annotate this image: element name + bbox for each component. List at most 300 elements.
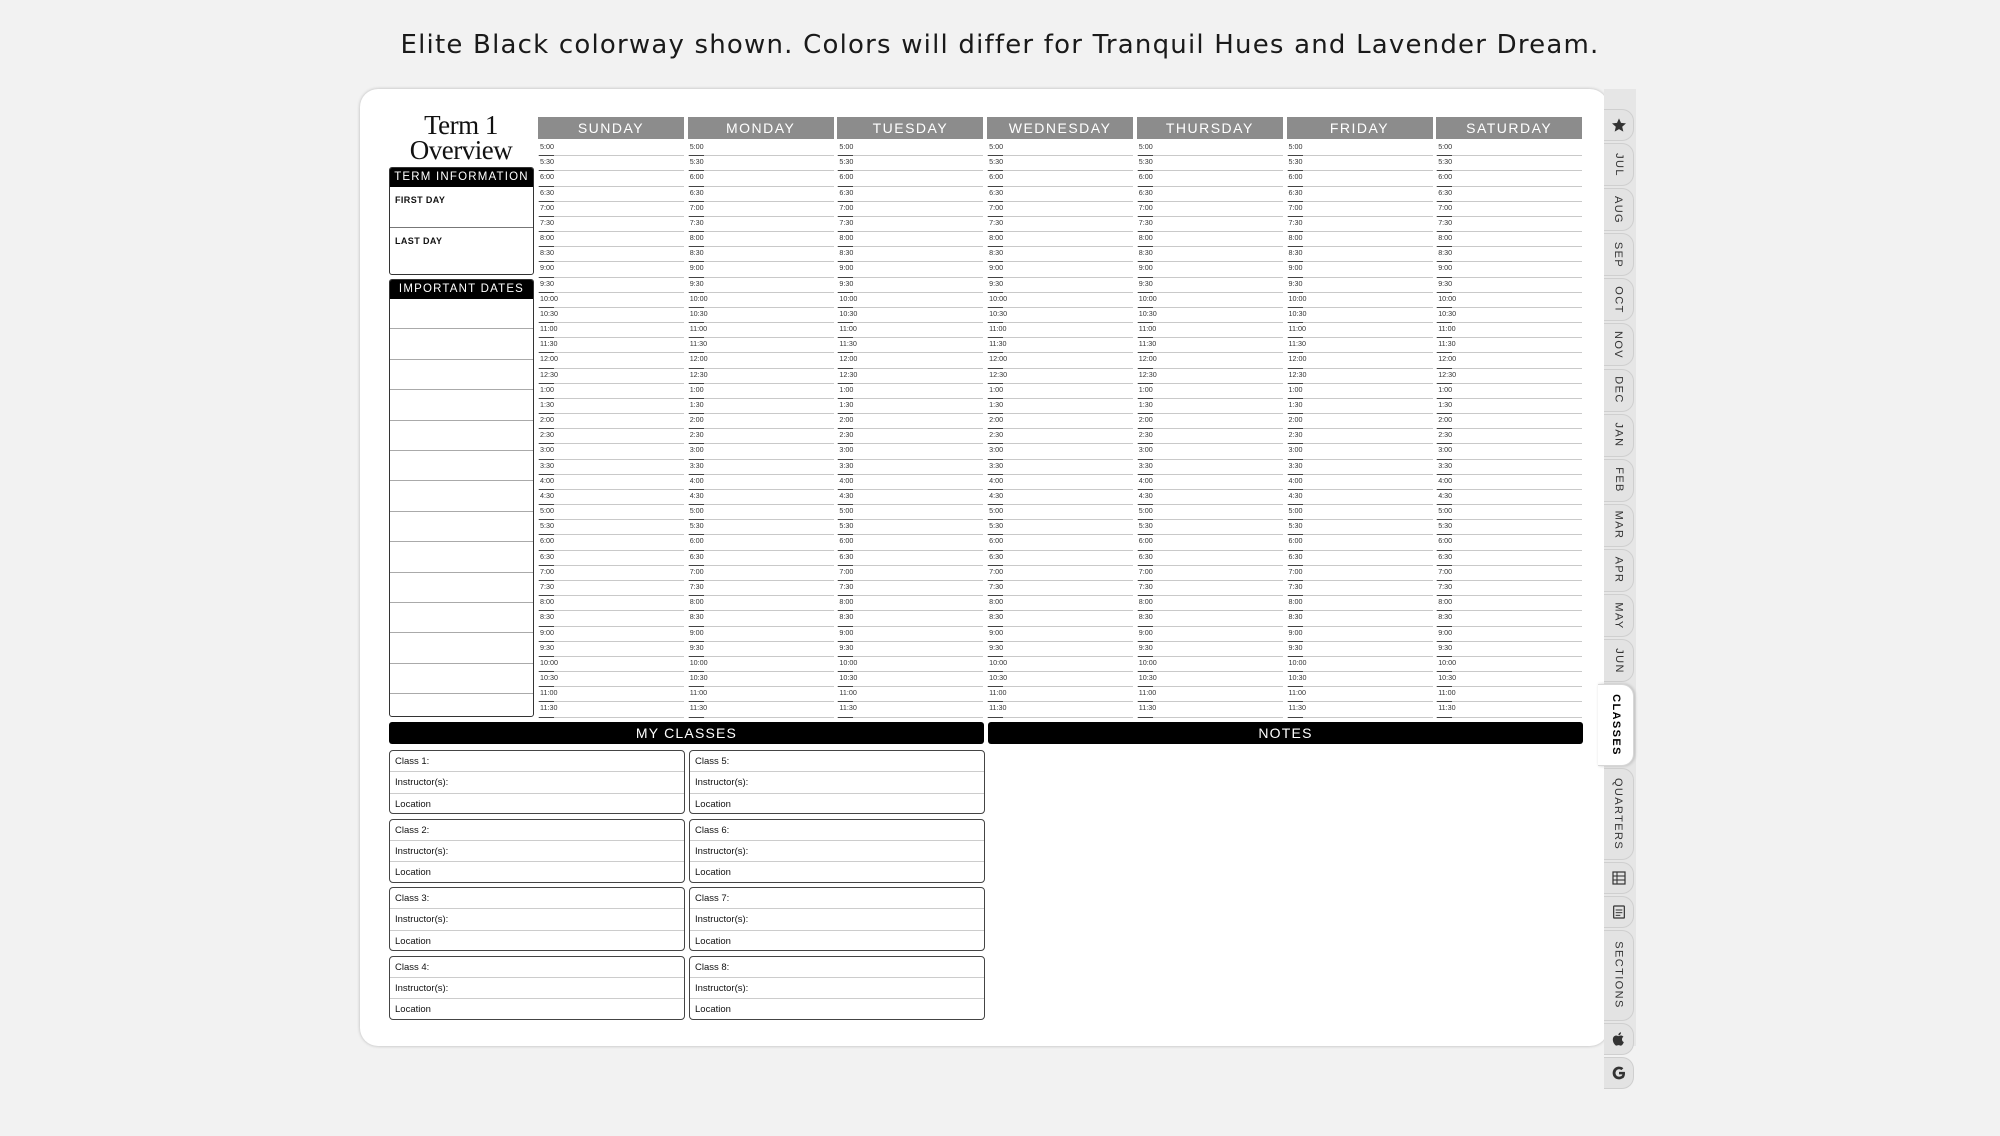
time-slot[interactable]: 11:30: [987, 338, 1133, 353]
time-slot[interactable]: 8:30: [1137, 247, 1283, 262]
time-slot[interactable]: 6:30: [538, 187, 684, 202]
time-slot[interactable]: 7:30: [987, 581, 1133, 596]
time-slot[interactable]: 10:00: [1137, 657, 1283, 672]
time-slot[interactable]: 3:30: [1137, 460, 1283, 475]
time-slot[interactable]: 1:30: [1436, 399, 1582, 414]
time-slot[interactable]: 12:00: [1287, 353, 1433, 368]
time-slot[interactable]: 9:00: [987, 262, 1133, 277]
time-slot[interactable]: 10:00: [1436, 293, 1582, 308]
time-slot[interactable]: 9:00: [538, 262, 684, 277]
time-slot[interactable]: 9:30: [837, 278, 983, 293]
time-slot[interactable]: 9:00: [1287, 627, 1433, 642]
time-slot[interactable]: 6:00: [688, 171, 834, 186]
time-slot[interactable]: 10:00: [688, 293, 834, 308]
time-slot[interactable]: 9:30: [1436, 278, 1582, 293]
tab-sections[interactable]: [1604, 930, 1634, 1022]
tab-star[interactable]: [1604, 109, 1634, 141]
time-slot[interactable]: 9:00: [688, 262, 834, 277]
time-slot[interactable]: 10:30: [837, 308, 983, 323]
time-slot[interactable]: 6:30: [1287, 551, 1433, 566]
time-slot[interactable]: 7:00: [1137, 566, 1283, 581]
class-card-2[interactable]: [389, 819, 685, 883]
important-dates-lines[interactable]: [390, 299, 533, 717]
time-slot[interactable]: 7:30: [987, 217, 1133, 232]
tab-apr[interactable]: [1604, 549, 1634, 592]
time-slot[interactable]: 8:00: [1287, 232, 1433, 247]
time-slot[interactable]: 5:30: [1137, 520, 1283, 535]
time-slot[interactable]: 9:00: [1137, 262, 1283, 277]
time-slot[interactable]: 3:30: [837, 460, 983, 475]
time-slot[interactable]: 11:00: [1287, 687, 1433, 702]
time-slot[interactable]: 12:30: [837, 369, 983, 384]
time-slot[interactable]: 9:30: [1137, 278, 1283, 293]
time-slot[interactable]: 6:30: [1137, 187, 1283, 202]
time-slot[interactable]: 8:30: [837, 247, 983, 262]
time-slot[interactable]: 9:00: [538, 627, 684, 642]
time-slot[interactable]: 3:00: [837, 444, 983, 459]
time-slot[interactable]: 1:00: [1436, 384, 1582, 399]
time-slot[interactable]: 11:30: [1287, 702, 1433, 717]
time-slot[interactable]: 12:30: [987, 369, 1133, 384]
time-slot[interactable]: 10:30: [1137, 672, 1283, 687]
time-slot[interactable]: 11:00: [987, 323, 1133, 338]
time-slot[interactable]: 8:00: [837, 232, 983, 247]
time-slot[interactable]: 8:30: [688, 247, 834, 262]
time-slot[interactable]: 6:30: [837, 551, 983, 566]
tab-table[interactable]: [1604, 862, 1634, 894]
tab-nov[interactable]: [1604, 323, 1634, 366]
time-slot[interactable]: 7:00: [987, 202, 1133, 217]
time-slot[interactable]: 5:00: [538, 141, 684, 156]
tab-mar[interactable]: [1604, 504, 1634, 547]
time-slot[interactable]: 3:00: [1287, 444, 1433, 459]
time-slot[interactable]: 6:30: [538, 551, 684, 566]
time-slot[interactable]: 9:00: [837, 627, 983, 642]
time-slot[interactable]: 9:30: [987, 642, 1133, 657]
last-day-field[interactable]: [390, 228, 533, 269]
time-slot[interactable]: 6:00: [987, 535, 1133, 550]
time-slot[interactable]: 2:30: [837, 429, 983, 444]
time-slot[interactable]: 1:00: [1287, 384, 1433, 399]
time-slot[interactable]: 5:30: [688, 156, 834, 171]
time-slot[interactable]: 11:30: [1436, 338, 1582, 353]
time-slot[interactable]: 11:00: [837, 687, 983, 702]
time-slot[interactable]: 9:30: [1287, 278, 1433, 293]
time-slot[interactable]: 6:30: [688, 551, 834, 566]
time-slot[interactable]: 7:00: [987, 566, 1133, 581]
time-slot[interactable]: 2:30: [1436, 429, 1582, 444]
time-slot[interactable]: 1:00: [987, 384, 1133, 399]
time-slot[interactable]: 8:30: [1287, 247, 1433, 262]
time-slot[interactable]: 7:30: [688, 217, 834, 232]
tab-jan[interactable]: [1604, 414, 1634, 457]
important-date-line[interactable]: [390, 421, 533, 451]
time-slot[interactable]: 9:00: [987, 627, 1133, 642]
time-slot[interactable]: 7:30: [1137, 217, 1283, 232]
time-slot[interactable]: 9:30: [1137, 642, 1283, 657]
time-slot[interactable]: 6:00: [1287, 171, 1433, 186]
time-slot[interactable]: 8:30: [1436, 611, 1582, 626]
time-slot[interactable]: 6:30: [987, 187, 1133, 202]
time-slot[interactable]: 8:30: [538, 611, 684, 626]
time-slot[interactable]: 4:00: [688, 475, 834, 490]
tab-notes[interactable]: [1604, 896, 1634, 928]
tab-may[interactable]: [1604, 594, 1634, 637]
time-slot[interactable]: 9:30: [688, 278, 834, 293]
time-slot[interactable]: 1:30: [837, 399, 983, 414]
time-slot[interactable]: 1:30: [1287, 399, 1433, 414]
time-slot[interactable]: 8:00: [1287, 596, 1433, 611]
time-slot[interactable]: 5:30: [987, 520, 1133, 535]
time-slot[interactable]: 2:30: [987, 429, 1133, 444]
time-slot[interactable]: 7:00: [688, 566, 834, 581]
time-slot[interactable]: 10:00: [1287, 657, 1433, 672]
time-slot[interactable]: 5:00: [987, 505, 1133, 520]
time-slot[interactable]: 11:30: [538, 702, 684, 717]
time-slot[interactable]: 11:30: [688, 338, 834, 353]
time-slot[interactable]: 11:30: [688, 702, 834, 717]
time-slot[interactable]: 10:30: [1287, 672, 1433, 687]
time-slot[interactable]: 11:30: [1137, 338, 1283, 353]
time-slot[interactable]: 4:00: [538, 475, 684, 490]
time-slot[interactable]: 7:30: [688, 581, 834, 596]
time-slot[interactable]: 5:00: [1287, 505, 1433, 520]
time-slot[interactable]: 11:30: [538, 338, 684, 353]
time-slot[interactable]: 11:00: [1137, 323, 1283, 338]
time-slot[interactable]: 6:00: [987, 171, 1133, 186]
time-slot[interactable]: 10:30: [837, 672, 983, 687]
class-card-5[interactable]: [689, 750, 985, 814]
tab-quarters[interactable]: [1604, 768, 1634, 860]
time-slot[interactable]: 2:00: [987, 414, 1133, 429]
time-slot[interactable]: 6:30: [1436, 551, 1582, 566]
time-slot[interactable]: 11:00: [538, 323, 684, 338]
time-slot[interactable]: 7:00: [837, 566, 983, 581]
time-slot[interactable]: 3:00: [538, 444, 684, 459]
time-slot[interactable]: 6:30: [1287, 187, 1433, 202]
time-slot[interactable]: 10:30: [688, 308, 834, 323]
time-slot[interactable]: 3:00: [1137, 444, 1283, 459]
important-date-line[interactable]: [390, 299, 533, 329]
time-slot[interactable]: 6:30: [688, 187, 834, 202]
time-slot[interactable]: 5:30: [1287, 156, 1433, 171]
tab-classes[interactable]: [1598, 684, 1634, 766]
time-slot[interactable]: 7:00: [1287, 566, 1433, 581]
time-slot[interactable]: 5:30: [538, 520, 684, 535]
time-slot[interactable]: 7:00: [538, 566, 684, 581]
time-slot[interactable]: 11:00: [1436, 323, 1582, 338]
time-slot[interactable]: 1:30: [688, 399, 834, 414]
important-date-line[interactable]: [390, 573, 533, 603]
time-slot[interactable]: 10:30: [688, 672, 834, 687]
time-slot[interactable]: 11:30: [1287, 338, 1433, 353]
time-slot[interactable]: 10:00: [1436, 657, 1582, 672]
time-slot[interactable]: 11:00: [1287, 323, 1433, 338]
time-slot[interactable]: 12:00: [538, 353, 684, 368]
time-slot[interactable]: 1:00: [538, 384, 684, 399]
tab-dec[interactable]: [1604, 369, 1634, 412]
time-slot[interactable]: 4:00: [1436, 475, 1582, 490]
time-slot[interactable]: 3:30: [1287, 460, 1433, 475]
time-slot[interactable]: 5:00: [1436, 141, 1582, 156]
time-slot[interactable]: 7:00: [837, 202, 983, 217]
important-date-line[interactable]: [390, 329, 533, 359]
time-slot[interactable]: 3:30: [1436, 460, 1582, 475]
time-slot[interactable]: 6:00: [1436, 171, 1582, 186]
time-slot[interactable]: 3:00: [688, 444, 834, 459]
first-day-field[interactable]: [390, 187, 533, 228]
time-slot[interactable]: 8:00: [538, 232, 684, 247]
time-slot[interactable]: 10:00: [987, 293, 1133, 308]
time-slot[interactable]: 6:30: [987, 551, 1133, 566]
time-slot[interactable]: 1:00: [688, 384, 834, 399]
time-slot[interactable]: 5:00: [837, 141, 983, 156]
time-slot[interactable]: 9:30: [538, 642, 684, 657]
tab-apple[interactable]: [1604, 1023, 1634, 1055]
time-slot[interactable]: 5:00: [1137, 141, 1283, 156]
important-date-line[interactable]: [390, 603, 533, 633]
time-slot[interactable]: 10:30: [1287, 308, 1433, 323]
tab-sep[interactable]: [1604, 233, 1634, 276]
time-slot[interactable]: 1:00: [837, 384, 983, 399]
time-slot[interactable]: 8:00: [837, 596, 983, 611]
tab-jun[interactable]: [1604, 639, 1634, 682]
time-slot[interactable]: 10:00: [837, 657, 983, 672]
tab-feb[interactable]: [1604, 459, 1634, 502]
time-slot[interactable]: 10:00: [688, 657, 834, 672]
time-slot[interactable]: 4:00: [987, 475, 1133, 490]
time-slot[interactable]: 11:00: [688, 687, 834, 702]
time-slot[interactable]: 6:30: [1436, 187, 1582, 202]
time-slot[interactable]: 11:30: [987, 702, 1133, 717]
time-slot[interactable]: 7:30: [1137, 581, 1283, 596]
time-slot[interactable]: 2:00: [1137, 414, 1283, 429]
time-slot[interactable]: 11:00: [837, 323, 983, 338]
time-slot[interactable]: 6:00: [1287, 535, 1433, 550]
class-card-8[interactable]: [689, 956, 985, 1020]
time-slot[interactable]: 12:30: [538, 369, 684, 384]
important-date-line[interactable]: [390, 542, 533, 572]
time-slot[interactable]: 9:00: [1287, 262, 1433, 277]
time-slot[interactable]: 4:30: [1137, 490, 1283, 505]
class-card-3[interactable]: [389, 887, 685, 951]
time-slot[interactable]: 1:30: [987, 399, 1133, 414]
time-slot[interactable]: 2:00: [538, 414, 684, 429]
time-slot[interactable]: 12:00: [688, 353, 834, 368]
time-slot[interactable]: 5:30: [538, 156, 684, 171]
time-slot[interactable]: 7:30: [538, 581, 684, 596]
tab-oct[interactable]: [1604, 278, 1634, 321]
time-slot[interactable]: 5:30: [1436, 520, 1582, 535]
time-slot[interactable]: 6:00: [538, 171, 684, 186]
time-slot[interactable]: 10:30: [1436, 672, 1582, 687]
time-slot[interactable]: 4:30: [837, 490, 983, 505]
time-slot[interactable]: 8:00: [1137, 596, 1283, 611]
time-slot[interactable]: 2:30: [1287, 429, 1433, 444]
time-slot[interactable]: 12:00: [987, 353, 1133, 368]
time-slot[interactable]: 5:30: [987, 156, 1133, 171]
time-slot[interactable]: 12:30: [1137, 369, 1283, 384]
time-slot[interactable]: 4:30: [538, 490, 684, 505]
time-slot[interactable]: 10:00: [1137, 293, 1283, 308]
time-slot[interactable]: 6:00: [688, 535, 834, 550]
time-slot[interactable]: 6:00: [1137, 171, 1283, 186]
time-slot[interactable]: 6:00: [1436, 535, 1582, 550]
time-slot[interactable]: 7:30: [1436, 217, 1582, 232]
time-slot[interactable]: 5:00: [1137, 505, 1283, 520]
time-slot[interactable]: 5:00: [1436, 505, 1582, 520]
time-slot[interactable]: 7:30: [1287, 581, 1433, 596]
time-slot[interactable]: 9:00: [1436, 627, 1582, 642]
important-date-line[interactable]: [390, 664, 533, 694]
time-slot[interactable]: 5:30: [837, 520, 983, 535]
time-slot[interactable]: 12:00: [1137, 353, 1283, 368]
time-slot[interactable]: 7:00: [688, 202, 834, 217]
time-slot[interactable]: 8:00: [987, 596, 1133, 611]
time-slot[interactable]: 5:30: [1436, 156, 1582, 171]
time-slot[interactable]: 5:00: [688, 505, 834, 520]
time-slot[interactable]: 11:00: [1137, 687, 1283, 702]
time-slot[interactable]: 7:30: [1436, 581, 1582, 596]
time-slot[interactable]: 9:00: [688, 627, 834, 642]
time-slot[interactable]: 5:00: [688, 141, 834, 156]
important-date-line[interactable]: [390, 694, 533, 717]
time-slot[interactable]: 8:30: [1137, 611, 1283, 626]
time-slot[interactable]: 7:00: [1287, 202, 1433, 217]
important-date-line[interactable]: [390, 360, 533, 390]
time-slot[interactable]: 1:30: [538, 399, 684, 414]
time-slot[interactable]: 11:30: [837, 702, 983, 717]
time-slot[interactable]: 6:30: [1137, 551, 1283, 566]
time-slot[interactable]: 7:00: [1436, 566, 1582, 581]
time-slot[interactable]: 9:30: [1287, 642, 1433, 657]
important-date-line[interactable]: [390, 481, 533, 511]
class-card-4[interactable]: [389, 956, 685, 1020]
time-slot[interactable]: 9:00: [837, 262, 983, 277]
important-date-line[interactable]: [390, 390, 533, 420]
time-slot[interactable]: 8:30: [1287, 611, 1433, 626]
time-slot[interactable]: 4:30: [987, 490, 1133, 505]
time-slot[interactable]: 7:30: [1287, 217, 1433, 232]
time-slot[interactable]: 2:30: [1137, 429, 1283, 444]
time-slot[interactable]: 6:00: [538, 535, 684, 550]
time-slot[interactable]: 3:00: [987, 444, 1133, 459]
time-slot[interactable]: 9:30: [538, 278, 684, 293]
time-slot[interactable]: 11:00: [987, 687, 1133, 702]
class-card-1[interactable]: [389, 750, 685, 814]
time-slot[interactable]: 10:30: [1137, 308, 1283, 323]
time-slot[interactable]: 4:00: [1137, 475, 1283, 490]
time-slot[interactable]: 11:00: [1436, 687, 1582, 702]
time-slot[interactable]: 11:30: [1436, 702, 1582, 717]
time-slot[interactable]: 10:30: [987, 672, 1133, 687]
time-slot[interactable]: 7:00: [1137, 202, 1283, 217]
notes-area[interactable]: [988, 748, 1583, 1018]
important-date-line[interactable]: [390, 451, 533, 481]
time-slot[interactable]: 11:30: [837, 338, 983, 353]
time-slot[interactable]: 8:00: [1436, 232, 1582, 247]
time-slot[interactable]: 3:30: [688, 460, 834, 475]
time-slot[interactable]: 11:30: [1137, 702, 1283, 717]
time-slot[interactable]: 11:00: [538, 687, 684, 702]
time-slot[interactable]: 5:00: [538, 505, 684, 520]
time-slot[interactable]: 6:00: [837, 535, 983, 550]
time-slot[interactable]: 7:00: [1436, 202, 1582, 217]
time-slot[interactable]: 6:00: [837, 171, 983, 186]
time-slot[interactable]: 2:30: [538, 429, 684, 444]
time-slot[interactable]: 9:00: [1436, 262, 1582, 277]
time-slot[interactable]: 4:00: [837, 475, 983, 490]
time-slot[interactable]: 1:00: [1137, 384, 1283, 399]
time-slot[interactable]: 3:00: [1436, 444, 1582, 459]
time-slot[interactable]: 8:00: [688, 232, 834, 247]
time-slot[interactable]: 5:00: [837, 505, 983, 520]
time-slot[interactable]: 8:30: [1436, 247, 1582, 262]
important-date-line[interactable]: [390, 512, 533, 542]
time-slot[interactable]: 10:00: [1287, 293, 1433, 308]
time-slot[interactable]: 8:30: [688, 611, 834, 626]
time-slot[interactable]: 8:00: [688, 596, 834, 611]
time-slot[interactable]: 4:30: [1436, 490, 1582, 505]
time-slot[interactable]: 8:30: [538, 247, 684, 262]
time-slot[interactable]: 5:30: [1287, 520, 1433, 535]
time-slot[interactable]: 5:30: [837, 156, 983, 171]
time-slot[interactable]: 7:00: [538, 202, 684, 217]
time-slot[interactable]: 9:30: [688, 642, 834, 657]
time-slot[interactable]: 8:00: [1436, 596, 1582, 611]
time-slot[interactable]: 10:00: [538, 657, 684, 672]
time-slot[interactable]: 10:30: [538, 308, 684, 323]
time-slot[interactable]: 3:30: [538, 460, 684, 475]
time-slot[interactable]: 10:00: [837, 293, 983, 308]
time-slot[interactable]: 4:00: [1287, 475, 1433, 490]
time-slot[interactable]: 5:00: [1287, 141, 1433, 156]
tab-jul[interactable]: [1604, 143, 1634, 186]
time-slot[interactable]: 5:30: [688, 520, 834, 535]
time-slot[interactable]: 10:00: [987, 657, 1133, 672]
time-slot[interactable]: 7:30: [837, 581, 983, 596]
class-card-6[interactable]: [689, 819, 985, 883]
time-slot[interactable]: 1:30: [1137, 399, 1283, 414]
time-slot[interactable]: 12:30: [688, 369, 834, 384]
class-card-7[interactable]: [689, 887, 985, 951]
important-date-line[interactable]: [390, 633, 533, 663]
time-slot[interactable]: 10:30: [987, 308, 1133, 323]
time-slot[interactable]: 8:30: [987, 247, 1133, 262]
time-slot[interactable]: 2:30: [688, 429, 834, 444]
time-slot[interactable]: 8:00: [1137, 232, 1283, 247]
time-slot[interactable]: 8:30: [837, 611, 983, 626]
time-slot[interactable]: 10:00: [538, 293, 684, 308]
time-slot[interactable]: 11:00: [688, 323, 834, 338]
time-slot[interactable]: 5:30: [1137, 156, 1283, 171]
time-slot[interactable]: 4:30: [688, 490, 834, 505]
time-slot[interactable]: 10:30: [1436, 308, 1582, 323]
tab-aug[interactable]: [1604, 188, 1634, 231]
time-slot[interactable]: 2:00: [837, 414, 983, 429]
time-slot[interactable]: 12:00: [837, 353, 983, 368]
time-slot[interactable]: 2:00: [1287, 414, 1433, 429]
time-slot[interactable]: 12:30: [1436, 369, 1582, 384]
time-slot[interactable]: 5:00: [987, 141, 1133, 156]
time-slot[interactable]: 8:00: [538, 596, 684, 611]
time-slot[interactable]: 12:30: [1287, 369, 1433, 384]
time-slot[interactable]: 9:30: [987, 278, 1133, 293]
tab-google[interactable]: [1604, 1057, 1634, 1089]
time-slot[interactable]: 12:00: [1436, 353, 1582, 368]
time-slot[interactable]: 10:30: [538, 672, 684, 687]
time-slot[interactable]: 6:30: [837, 187, 983, 202]
